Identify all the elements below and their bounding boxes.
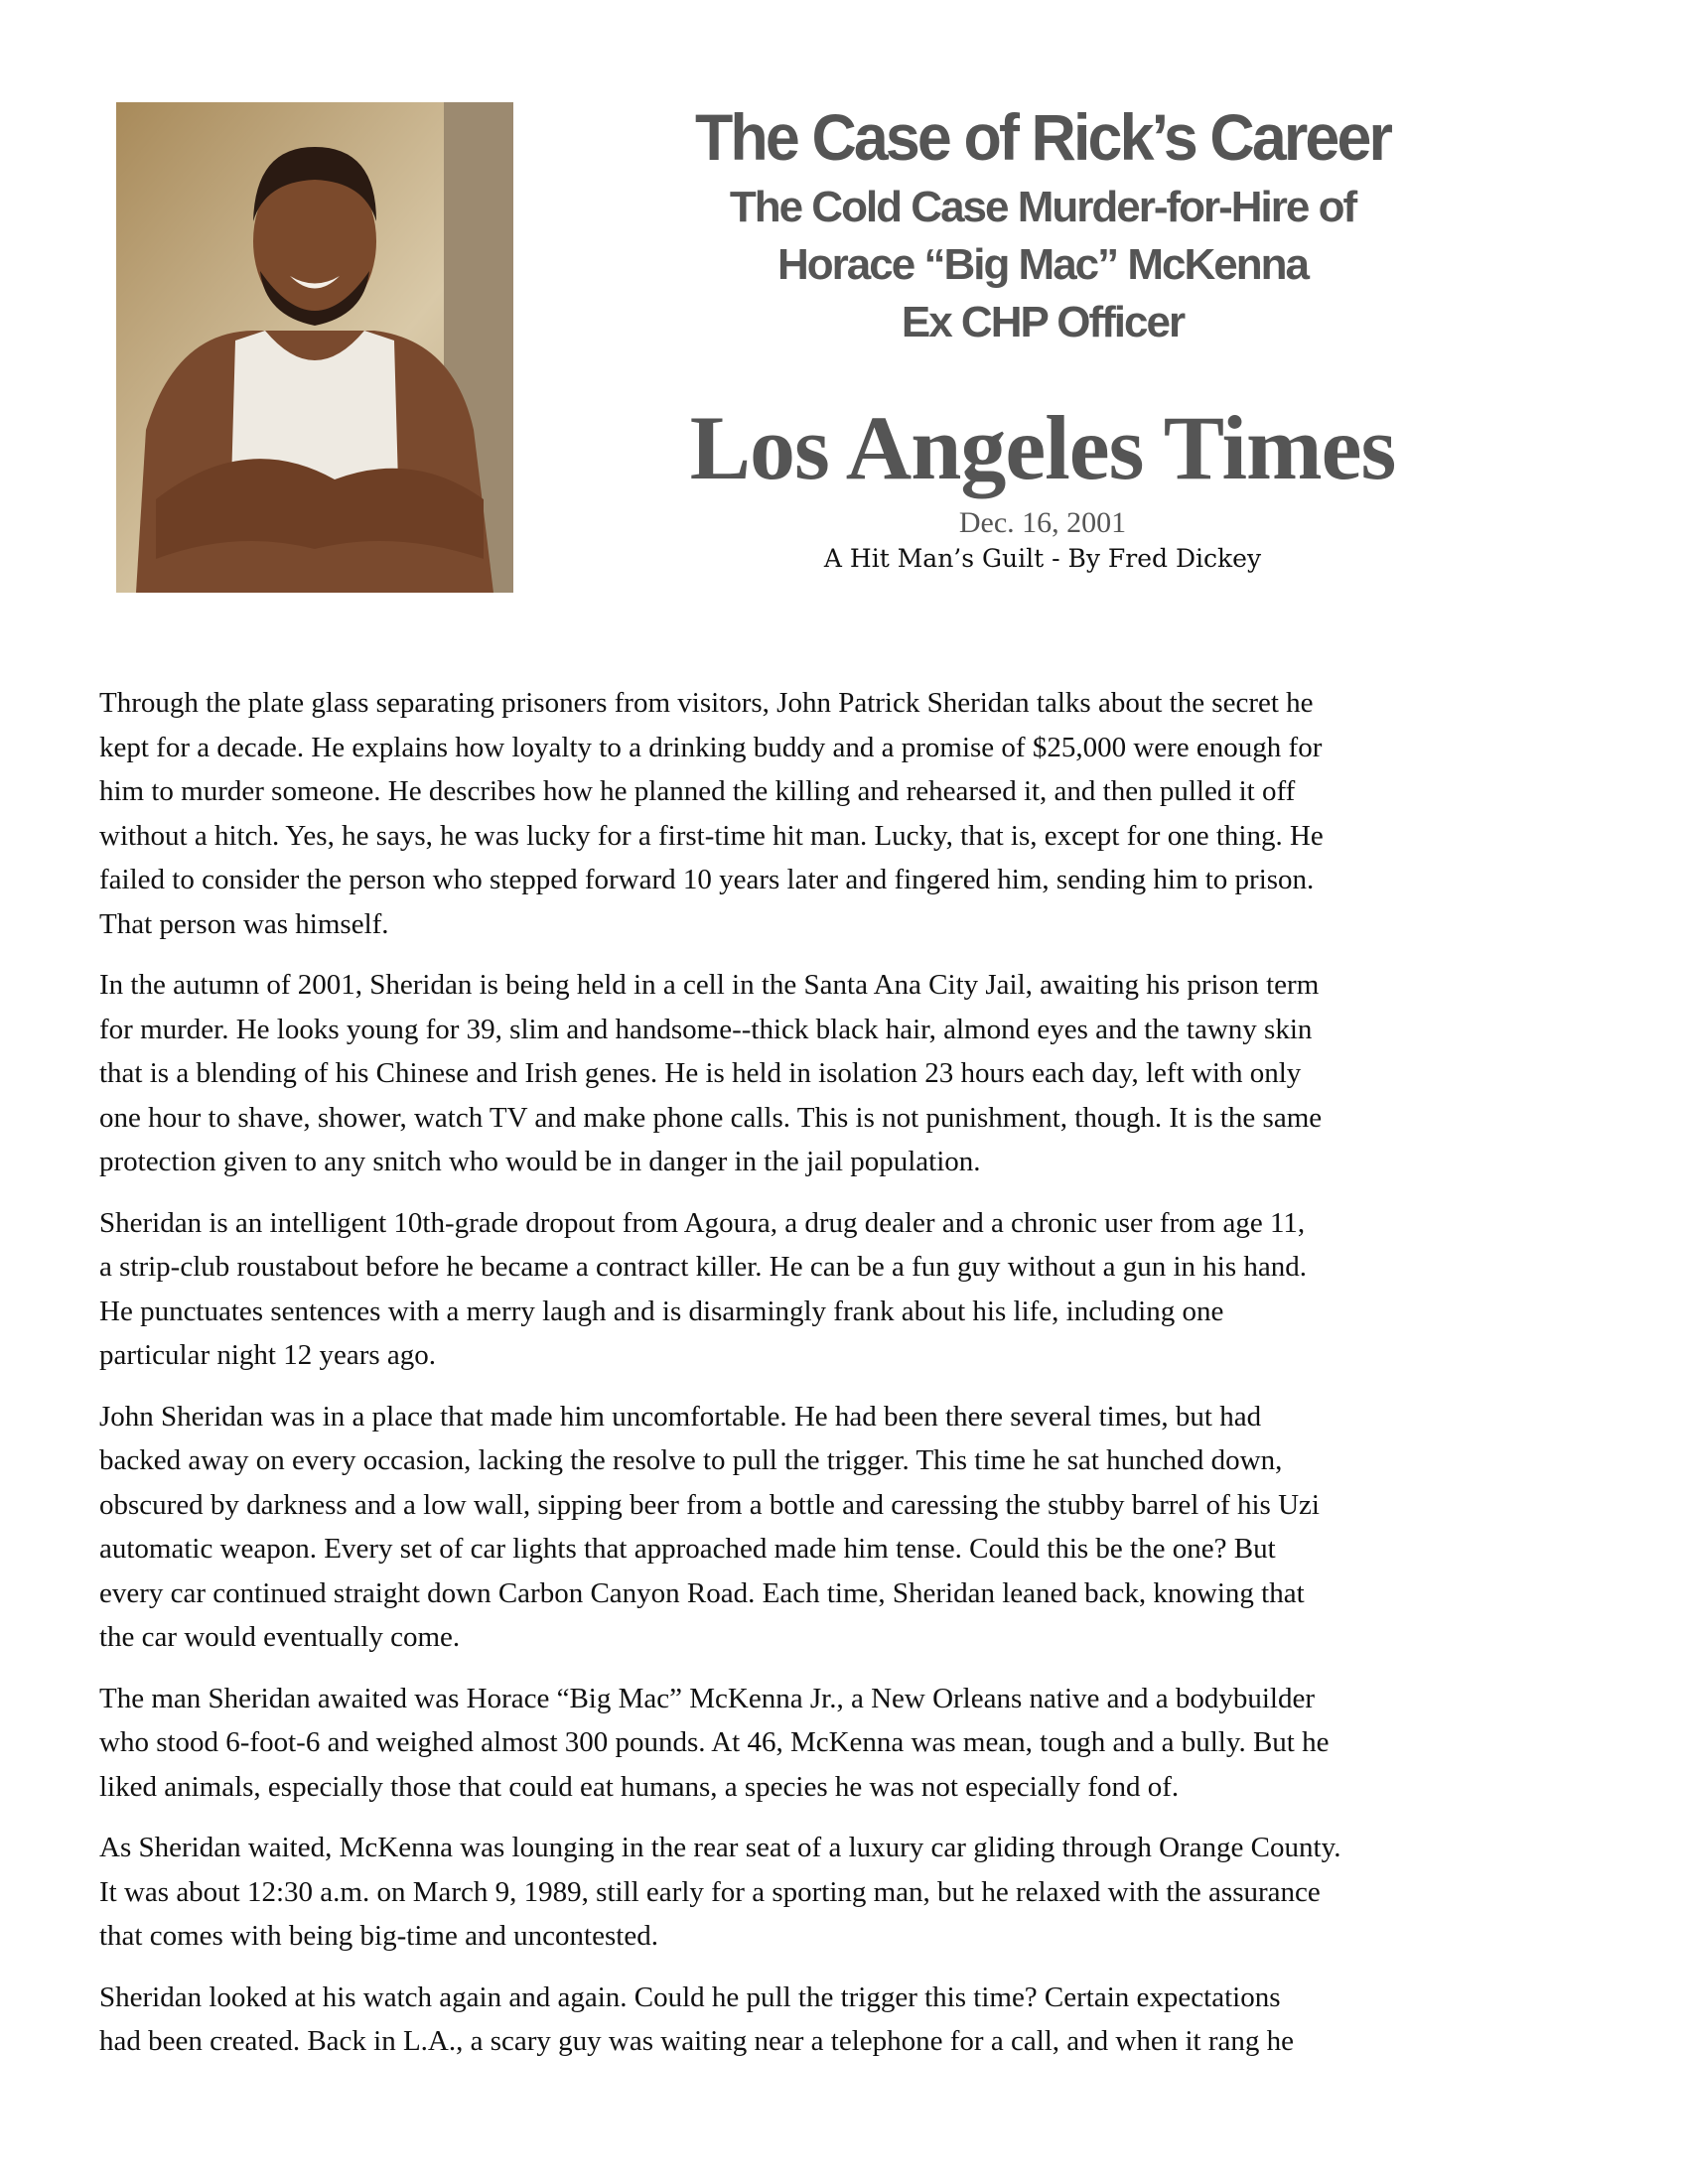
article-body: [99, 681, 1589, 2081]
article-paragraph: [99, 1826, 1589, 1959]
paragraph-line: the car would eventually come.: [99, 1621, 461, 1653]
paragraph-line: That person was himself.: [99, 907, 389, 940]
paragraph-line: protection given to any snitch who would be in danger in the jail population.: [99, 1146, 981, 1177]
article-paragraph: [99, 1976, 1589, 2064]
paragraph-line: The man Sheridan awaited was Horace “Big Mac” McKenna Jr., a New Orleans native and a bodybuilder: [99, 1682, 1316, 1714]
paragraph-line: He punctuates sentences with a merry laugh and is disarmingly frank about his life, including one: [99, 1295, 1224, 1327]
paragraph-line: In the autumn of 2001, Sheridan is being held in a cell in the Santa Ana City Jail, awaiting his prison term: [99, 969, 1320, 1001]
paragraph-line: had been created. Back in L.A., a scary guy was waiting near a telephone for a call, and when it rang he: [99, 2025, 1295, 2057]
paragraph-line: kept for a decade. He explains how loyalty to a drinking buddy and a promise of $25,000 were enough for: [99, 731, 1323, 763]
publication-date: Dec. 16, 2001: [958, 506, 1127, 539]
portrait-photo: [116, 102, 513, 593]
article-paragraph: [99, 1201, 1589, 1378]
paragraph-line: backed away on every occasion, lacking the resolve to pull the trigger. This time he sat hunched down,: [99, 1444, 1283, 1476]
document-subtitle: [596, 179, 1489, 351]
subtitle-line: Ex CHP Officer: [901, 298, 1185, 346]
paragraph-line: him to murder someone. He describes how he planned the killing and rehearsed it, and then pulled it off: [99, 775, 1296, 807]
subtitle-line: Horace “Big Mac” McKenna: [777, 240, 1308, 289]
paragraph-line: that is a blending of his Chinese and Irish genes. He is held in isolation 23 hours each day, left with only: [99, 1057, 1302, 1089]
paragraph-line: Sheridan looked at his watch again and again. Could he pull the trigger this time? Certain expectations: [99, 1980, 1281, 2013]
article-byline: A Hit Man’s Guilt - By Fred Dickey: [823, 544, 1262, 573]
paragraph-line: a strip-club roustabout before he became a contract killer. He can be a fun guy without a gun in his hand.: [99, 1251, 1307, 1283]
document-title: The Case of Rick’s Career: [694, 100, 1391, 174]
paragraph-line: liked animals, especially those that could eat humans, a species he was not especially fond of.: [99, 1770, 1180, 1803]
paragraph-line: failed to consider the person who stepped forward 10 years later and fingered him, sending him to prison.: [99, 864, 1315, 895]
article-paragraph: [99, 681, 1589, 946]
paragraph-line: automatic weapon. Every set of car lights that approached made him tense. Could this be the one? But: [99, 1533, 1276, 1565]
paragraph-line: obscured by darkness and a low wall, sipping beer from a bottle and caressing the stubby barrel of his Uzi: [99, 1488, 1320, 1521]
paragraph-line: every car continued straight down Carbon Canyon Road. Each time, Sheridan leaned back, knowing that: [99, 1576, 1305, 1609]
paragraph-line: Through the plate glass separating prisoners from visitors, John Patrick Sheridan talks about the secret he: [99, 687, 1314, 719]
paragraph-line: Sheridan is an intelligent 10th-grade dropout from Agoura, a drug dealer and a chronic user from age 11,: [99, 1206, 1306, 1239]
publication-name: Los Angeles Times: [689, 397, 1396, 498]
paragraph-line: that comes with being big-time and uncontested.: [99, 1920, 658, 1952]
subtitle-line: The Cold Case Murder-for-Hire of: [729, 183, 1356, 231]
paragraph-line: particular night 12 years ago.: [99, 1339, 437, 1371]
paragraph-line: John Sheridan was in a place that made him uncomfortable. He had been there several times, but had: [99, 1400, 1262, 1433]
paragraph-line: for murder. He looks young for 39, slim and handsome--thick black hair, almond eyes and the tawny skin: [99, 1013, 1313, 1045]
paragraph-line: without a hitch. Yes, he says, he was lucky for a first-time hit man. Lucky, that is, except for one thing. He: [99, 819, 1324, 852]
article-paragraph: [99, 1395, 1589, 1660]
article-paragraph: [99, 1677, 1589, 1810]
paragraph-line: It was about 12:30 a.m. on March 9, 1989, still early for a sporting man, but he relaxed with the assurance: [99, 1875, 1321, 1908]
paragraph-line: one hour to shave, shower, watch TV and make phone calls. This is not punishment, though. It is the same: [99, 1101, 1323, 1134]
paragraph-line: As Sheridan waited, McKenna was lounging in the rear seat of a luxury car gliding through Orange County.: [99, 1832, 1341, 1863]
paragraph-line: who stood 6-foot-6 and weighed almost 300 pounds. At 46, McKenna was mean, tough and a bully. But he: [99, 1726, 1330, 1758]
article-paragraph: [99, 963, 1589, 1184]
